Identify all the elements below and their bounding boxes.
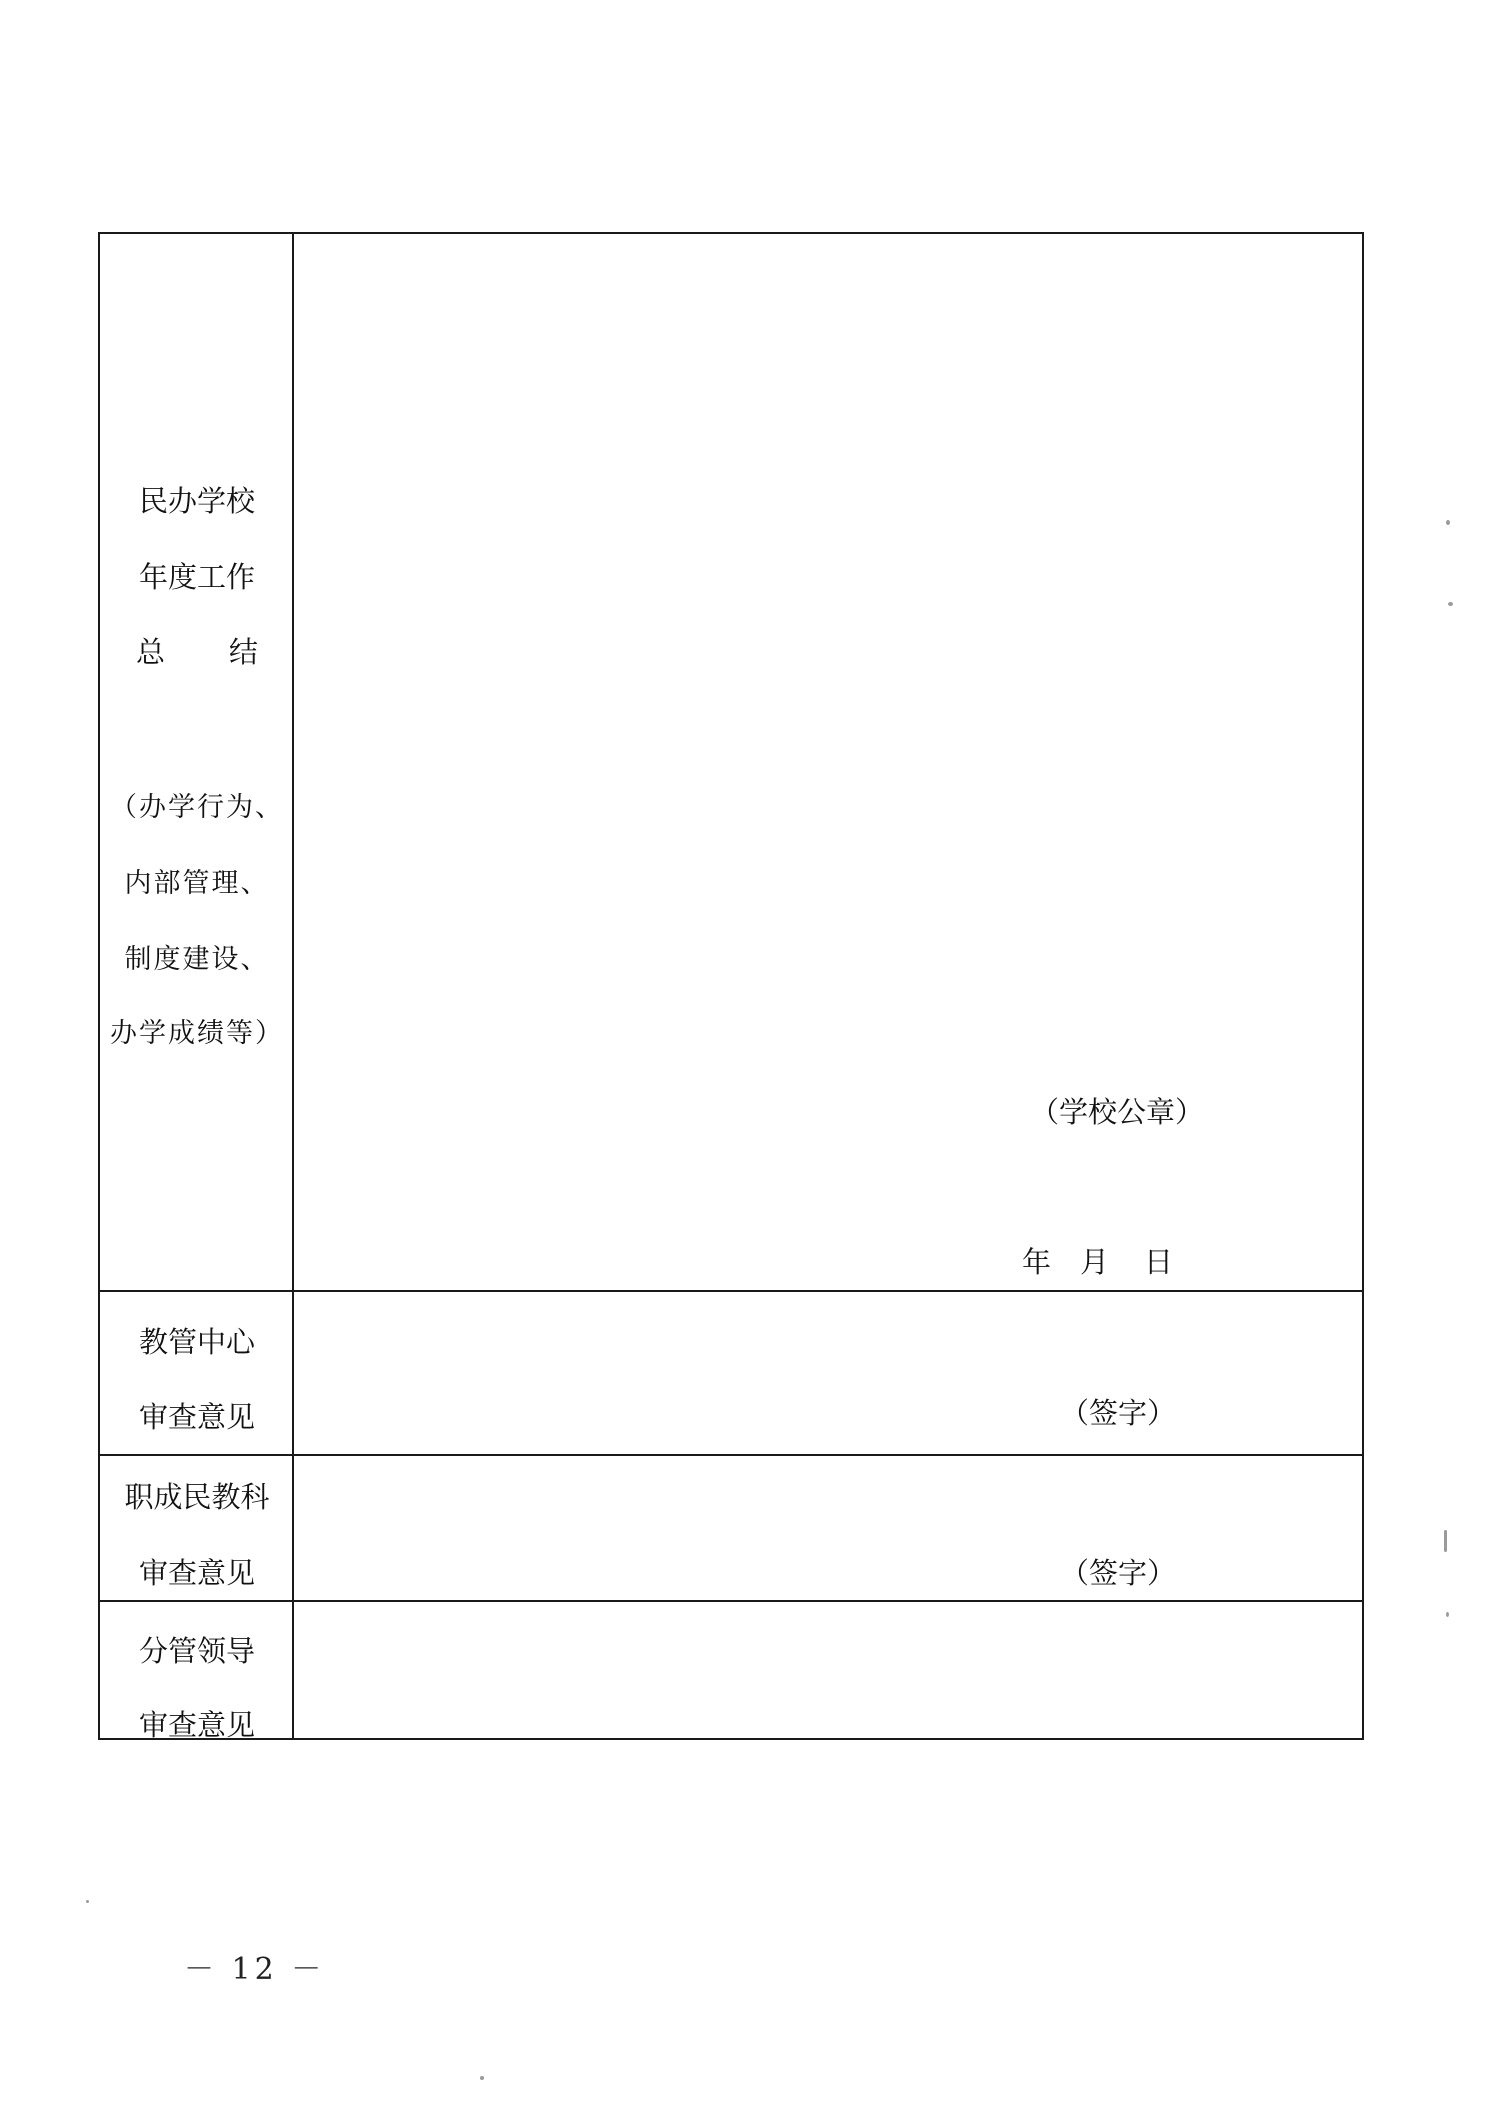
annual-report-form-table <box>98 232 1364 1740</box>
summary-label-line-2: 年度工作 <box>138 560 255 594</box>
vocational-review-content-cell[interactable] <box>294 1456 1362 1600</box>
leader-review-row <box>100 1602 1362 1742</box>
summary-row <box>100 234 1362 1292</box>
scan-speck <box>480 2076 484 2080</box>
leader-review-label-cell <box>100 1602 294 1742</box>
leader-review-label-line-1: 分管领导 <box>138 1634 255 1668</box>
date-year: 年 <box>1022 1245 1052 1279</box>
summary-label-line-3-left: 总 <box>135 635 165 669</box>
summary-sub-line-2: 内部管理、 <box>124 868 270 899</box>
vocational-review-label-line-1: 职成民教科 <box>124 1480 270 1514</box>
summary-sub-line-1: （办学行为、 <box>110 792 284 823</box>
center-review-row <box>100 1292 1362 1456</box>
school-seal-text: （学校公章） <box>1030 1095 1205 1129</box>
summary-sub-line-4: 办学成绩等） <box>110 1018 284 1049</box>
vocational-review-label-cell <box>100 1456 294 1600</box>
vocational-review-row <box>100 1456 1362 1602</box>
summary-sub-line-3: 制度建设、 <box>124 944 270 975</box>
center-review-sign-text: （签字） <box>1060 1396 1177 1430</box>
summary-label-line-3-right: 结 <box>229 635 259 669</box>
date-month: 月 <box>1080 1245 1110 1279</box>
vocational-review-label-line-2: 审查意见 <box>138 1556 255 1590</box>
scan-speck <box>86 1900 89 1903</box>
date-day: 日 <box>1144 1245 1174 1279</box>
scan-speck <box>1448 602 1453 606</box>
summary-label-line-3 <box>100 635 294 669</box>
scan-speck <box>1446 1612 1449 1617</box>
summary-label-line-1: 民办学校 <box>138 484 255 518</box>
center-review-label-line-2: 审查意见 <box>138 1400 255 1434</box>
scan-speck <box>1444 1530 1447 1552</box>
center-review-content-cell[interactable] <box>294 1292 1362 1454</box>
vocational-review-sign-text: （签字） <box>1060 1556 1177 1590</box>
leader-review-label-line-2: 审查意见 <box>138 1708 255 1742</box>
page-number: － 12 － <box>184 1952 326 1987</box>
center-review-label-cell <box>100 1292 294 1454</box>
summary-content-cell[interactable] <box>294 234 1362 1290</box>
summary-label-cell <box>100 234 294 1290</box>
center-review-label-line-1: 教管中心 <box>138 1325 255 1359</box>
leader-review-content-cell[interactable] <box>294 1602 1362 1738</box>
scan-speck <box>1446 520 1450 525</box>
